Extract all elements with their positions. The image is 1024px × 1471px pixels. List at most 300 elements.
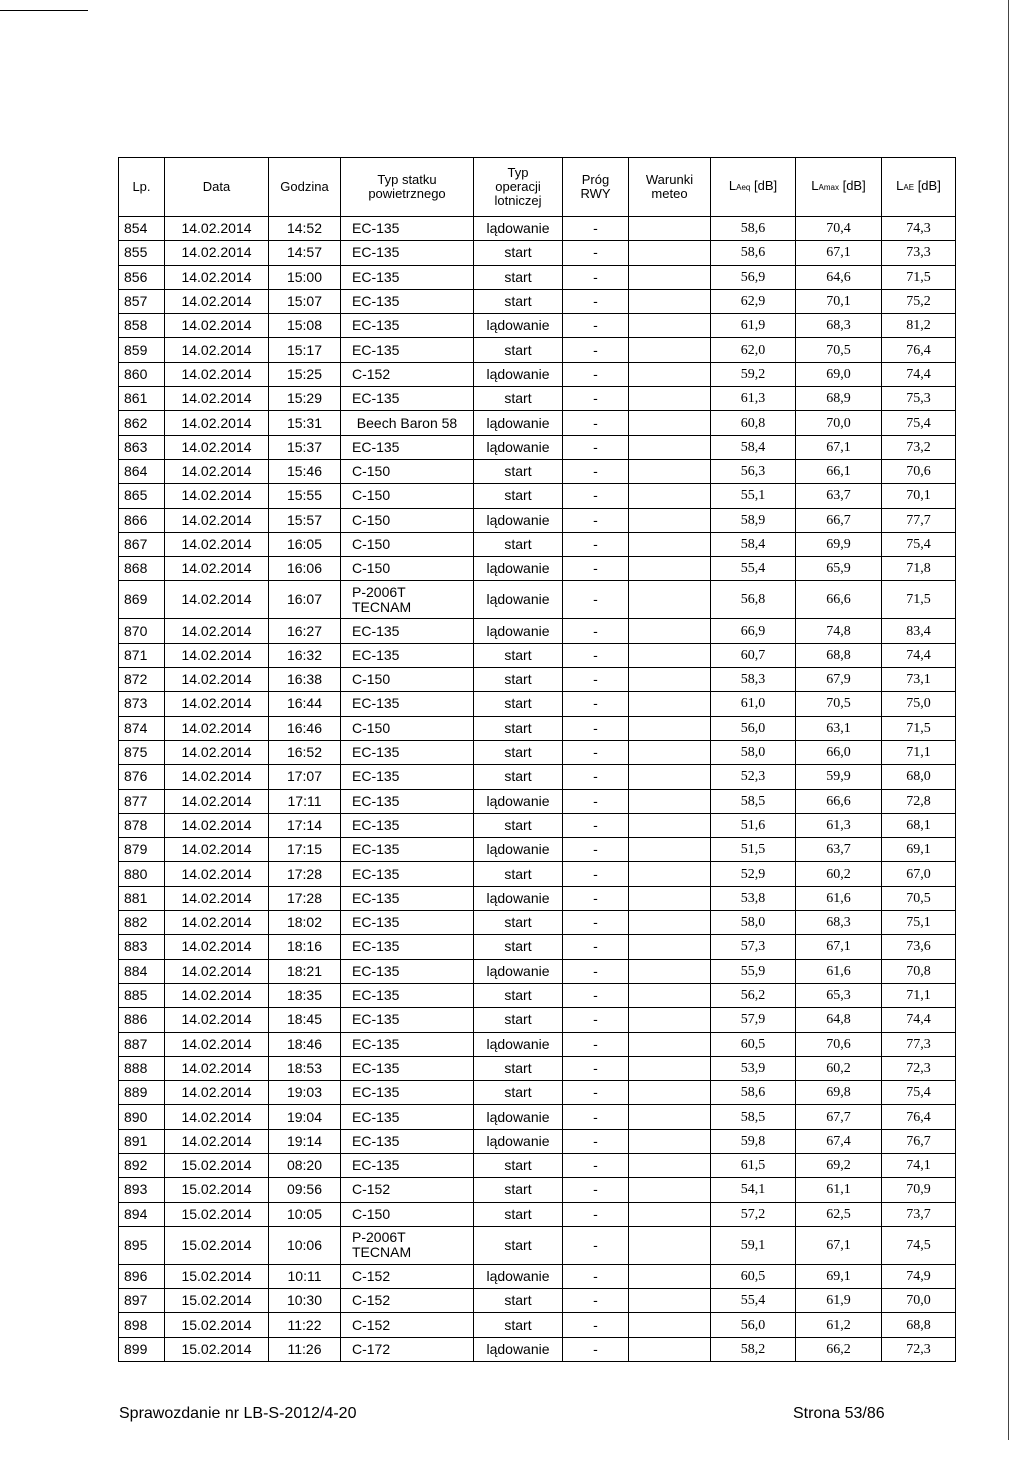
cell-lp: 880 [119,862,165,886]
cell-aircraft-type: C-150 [341,532,474,556]
table-row [119,1008,956,1032]
cell-aircraft-type: EC-135 [341,838,474,862]
cell-threshold: - [563,983,629,1007]
cell-operation-type: lądowanie [474,411,563,435]
cell-date: 14.02.2014 [165,217,269,241]
cell-laeq: 61,5 [711,1153,796,1177]
cell-lamax: 67,1 [796,435,882,459]
cell-aircraft-type: EC-135 [341,1032,474,1056]
cell-time: 10:30 [269,1289,341,1313]
cell-weather [629,1289,711,1313]
cell-operation-type: start [474,532,563,556]
cell-lp: 870 [119,619,165,643]
cell-threshold: - [563,1008,629,1032]
cell-threshold: - [563,1264,629,1288]
cell-lamax: 74,8 [796,619,882,643]
cell-operation-type: lądowanie [474,435,563,459]
cell-laeq: 54,1 [711,1178,796,1202]
cell-time: 19:04 [269,1105,341,1129]
cell-lae: 70,5 [882,886,956,910]
cell-lamax: 61,1 [796,1178,882,1202]
cell-lp: 857 [119,289,165,313]
cell-aircraft-type: EC-135 [341,983,474,1007]
cell-threshold: - [563,1153,629,1177]
cell-operation-type: start [474,813,563,837]
aircraft-type-line1: P-2006T [352,583,406,600]
cell-aircraft-type: EC-135 [341,813,474,837]
col-header-warunki: Warunki meteo [629,158,711,217]
cell-threshold: - [563,959,629,983]
cell-aircraft-type: EC-135 [341,862,474,886]
cell-lae: 77,7 [882,508,956,532]
cell-threshold: - [563,643,629,667]
cell-time: 15:55 [269,484,341,508]
cell-lp: 889 [119,1081,165,1105]
table-row [119,508,956,532]
cell-threshold: - [563,532,629,556]
cell-lae: 70,8 [882,959,956,983]
cell-lp: 887 [119,1032,165,1056]
cell-date: 14.02.2014 [165,1129,269,1153]
cell-lp: 894 [119,1202,165,1226]
cell-lp: 879 [119,838,165,862]
header-row [119,158,956,217]
table-row [119,289,956,313]
cell-weather [629,411,711,435]
aircraft-type-line1: P-2006T [352,1229,406,1246]
cell-weather [629,289,711,313]
cell-lamax: 69,2 [796,1153,882,1177]
footer-report-number: Sprawozdanie nr LB-S-2012/4-20 [119,1405,357,1422]
cell-weather [629,1178,711,1202]
cell-operation-type: start [474,289,563,313]
cell-lp: 872 [119,668,165,692]
cell-aircraft-type: C-152 [341,362,474,386]
cell-date: 14.02.2014 [165,459,269,483]
cell-threshold: - [563,484,629,508]
cell-aircraft-type: C-172 [341,1337,474,1361]
cell-weather [629,1032,711,1056]
cell-date: 15.02.2014 [165,1202,269,1226]
cell-date: 14.02.2014 [165,387,269,411]
cell-laeq: 61,3 [711,387,796,411]
table-row [119,1226,956,1264]
cell-lae: 71,1 [882,740,956,764]
cell-lae: 76,4 [882,1105,956,1129]
cell-aircraft-type: EC-135 [341,911,474,935]
table-row [119,643,956,667]
cell-date: 14.02.2014 [165,314,269,338]
right-margin-rule [1008,0,1009,1440]
cell-weather [629,1202,711,1226]
cell-lae: 73,1 [882,668,956,692]
cell-operation-type: lądowanie [474,217,563,241]
table-row [119,459,956,483]
cell-aircraft-type: C-152 [341,1264,474,1288]
table-row [119,1178,956,1202]
cell-date: 14.02.2014 [165,265,269,289]
cell-time: 19:03 [269,1081,341,1105]
cell-aircraft-type: EC-135 [341,643,474,667]
cell-lamax: 60,2 [796,1056,882,1080]
cell-date: 14.02.2014 [165,435,269,459]
cell-laeq: 58,5 [711,789,796,813]
cell-time: 15:00 [269,265,341,289]
cell-lae: 77,3 [882,1032,956,1056]
col-header-godzina: Godzina [269,158,341,217]
cell-lp: 875 [119,740,165,764]
cell-operation-type: start [474,911,563,935]
cell-lp: 866 [119,508,165,532]
cell-time: 15:46 [269,459,341,483]
cell-weather [629,435,711,459]
cell-weather [629,1129,711,1153]
col-header-prog: Próg RWY [563,158,629,217]
cell-date: 14.02.2014 [165,643,269,667]
cell-aircraft-type: EC-135 [341,935,474,959]
cell-laeq: 58,0 [711,740,796,764]
col-header-data: Data [165,158,269,217]
cell-threshold: - [563,1202,629,1226]
cell-date: 14.02.2014 [165,911,269,935]
cell-weather [629,1008,711,1032]
cell-lae: 75,4 [882,411,956,435]
cell-lae: 71,8 [882,557,956,581]
cell-threshold: - [563,1129,629,1153]
cell-aircraft-type: C-150 [341,668,474,692]
cell-laeq: 58,6 [711,217,796,241]
table-row [119,217,956,241]
cell-lae: 83,4 [882,619,956,643]
cell-laeq: 59,1 [711,1226,796,1264]
cell-lamax: 70,5 [796,692,882,716]
cell-laeq: 56,2 [711,983,796,1007]
cell-operation-type: lądowanie [474,838,563,862]
cell-weather [629,1105,711,1129]
cell-lae: 76,7 [882,1129,956,1153]
cell-lae: 75,1 [882,911,956,935]
cell-lae: 74,9 [882,1264,956,1288]
cell-lae: 75,0 [882,692,956,716]
cell-date: 14.02.2014 [165,1105,269,1129]
table-row [119,338,956,362]
cell-date: 15.02.2014 [165,1313,269,1337]
cell-time: 09:56 [269,1178,341,1202]
cell-threshold: - [563,508,629,532]
cell-weather [629,557,711,581]
cell-lamax: 61,2 [796,1313,882,1337]
cell-operation-type: start [474,387,563,411]
cell-time: 15:08 [269,314,341,338]
cell-lp: 868 [119,557,165,581]
table-row [119,581,956,619]
cell-time: 18:53 [269,1056,341,1080]
cell-lamax: 68,3 [796,911,882,935]
cell-operation-type: start [474,1313,563,1337]
cell-laeq: 56,8 [711,581,796,619]
cell-threshold: - [563,241,629,265]
cell-threshold: - [563,789,629,813]
cell-time: 16:52 [269,740,341,764]
cell-laeq: 51,5 [711,838,796,862]
cell-weather [629,1081,711,1105]
col-header-typ-statku: Typ statku powietrznego [341,158,474,217]
cell-time: 11:26 [269,1337,341,1361]
cell-lp: 892 [119,1153,165,1177]
cell-aircraft-type: EC-135 [341,435,474,459]
cell-threshold: - [563,740,629,764]
cell-lp: 886 [119,1008,165,1032]
cell-operation-type: lądowanie [474,959,563,983]
cell-lamax: 65,3 [796,983,882,1007]
cell-aircraft-type: EC-135 [341,1008,474,1032]
cell-lae: 72,3 [882,1337,956,1361]
cell-threshold: - [563,1313,629,1337]
table-row [119,265,956,289]
cell-date: 15.02.2014 [165,1289,269,1313]
cell-lamax: 61,9 [796,1289,882,1313]
cell-aircraft-type: EC-135 [341,1081,474,1105]
table-row [119,1105,956,1129]
cell-lp: 885 [119,983,165,1007]
cell-threshold: - [563,619,629,643]
cell-operation-type: lądowanie [474,1129,563,1153]
cell-operation-type: start [474,338,563,362]
cell-aircraft-type: EC-135 [341,740,474,764]
table-row [119,1032,956,1056]
cell-operation-type: start [474,716,563,740]
cell-weather [629,508,711,532]
cell-date: 15.02.2014 [165,1337,269,1361]
cell-laeq: 56,3 [711,459,796,483]
cell-lamax: 64,8 [796,1008,882,1032]
cell-laeq: 57,9 [711,1008,796,1032]
cell-aircraft-type: EC-135 [341,692,474,716]
table-row [119,411,956,435]
cell-time: 15:31 [269,411,341,435]
table-row [119,959,956,983]
cell-lae: 81,2 [882,314,956,338]
cell-weather [629,911,711,935]
cell-date: 14.02.2014 [165,813,269,837]
cell-weather [629,265,711,289]
cell-weather [629,983,711,1007]
cell-weather [629,1226,711,1264]
cell-operation-type: start [474,1226,563,1264]
cell-weather [629,1056,711,1080]
cell-time: 11:22 [269,1313,341,1337]
cell-laeq: 52,3 [711,765,796,789]
cell-lp: 864 [119,459,165,483]
cell-laeq: 56,0 [711,716,796,740]
cell-laeq: 57,2 [711,1202,796,1226]
cell-laeq: 58,6 [711,241,796,265]
table-row [119,789,956,813]
cell-threshold: - [563,911,629,935]
cell-lamax: 70,5 [796,338,882,362]
cell-threshold: - [563,362,629,386]
cell-time: 18:46 [269,1032,341,1056]
cell-laeq: 58,5 [711,1105,796,1129]
cell-operation-type: start [474,692,563,716]
cell-operation-type: lądowanie [474,581,563,619]
table-row [119,314,956,338]
cell-aircraft-type: C-150 [341,716,474,740]
cell-lamax: 67,1 [796,1226,882,1264]
cell-aircraft-type: C-152 [341,1313,474,1337]
table-row [119,838,956,862]
cell-lp: 891 [119,1129,165,1153]
cell-lamax: 69,9 [796,532,882,556]
cell-lp: 869 [119,581,165,619]
table-row [119,1153,956,1177]
cell-lamax: 59,9 [796,765,882,789]
cell-operation-type: start [474,1178,563,1202]
cell-date: 14.02.2014 [165,765,269,789]
table-row [119,1056,956,1080]
cell-date: 14.02.2014 [165,1032,269,1056]
cell-lae: 75,3 [882,387,956,411]
cell-operation-type: lądowanie [474,619,563,643]
cell-threshold: - [563,1081,629,1105]
cell-lamax: 70,1 [796,289,882,313]
cell-operation-type: start [474,983,563,1007]
cell-laeq: 52,9 [711,862,796,886]
cell-time: 08:20 [269,1153,341,1177]
table-row [119,716,956,740]
cell-lae: 74,4 [882,643,956,667]
cell-aircraft-type: EC-135 [341,265,474,289]
cell-laeq: 55,1 [711,484,796,508]
cell-lae: 72,3 [882,1056,956,1080]
cell-date: 15.02.2014 [165,1264,269,1288]
cell-aircraft-type: C-150 [341,484,474,508]
cell-operation-type: start [474,935,563,959]
cell-laeq: 62,0 [711,338,796,362]
cell-date: 14.02.2014 [165,484,269,508]
cell-lae: 73,3 [882,241,956,265]
cell-weather [629,668,711,692]
cell-lp: 890 [119,1105,165,1129]
table-row [119,1313,956,1337]
cell-time: 15:37 [269,435,341,459]
cell-aircraft-type: EC-135 [341,886,474,910]
cell-operation-type: start [474,1008,563,1032]
table-row [119,1289,956,1313]
cell-time: 16:32 [269,643,341,667]
cell-threshold: - [563,765,629,789]
cell-aircraft-type: EC-135 [341,338,474,362]
cell-lamax: 69,0 [796,362,882,386]
cell-aircraft-type: C-150 [341,557,474,581]
cell-lamax: 66,6 [796,581,882,619]
cell-lamax: 67,4 [796,1129,882,1153]
cell-lae: 71,5 [882,716,956,740]
cell-time: 14:52 [269,217,341,241]
cell-laeq: 60,8 [711,411,796,435]
cell-aircraft-type: C-152 [341,1289,474,1313]
cell-lamax: 70,6 [796,1032,882,1056]
cell-threshold: - [563,886,629,910]
cell-weather [629,217,711,241]
cell-weather [629,338,711,362]
cell-aircraft-type: EC-135 [341,387,474,411]
cell-time: 14:57 [269,241,341,265]
cell-threshold: - [563,1105,629,1129]
cell-lp: 896 [119,1264,165,1288]
cell-operation-type: lądowanie [474,508,563,532]
cell-lp: 858 [119,314,165,338]
table-row [119,435,956,459]
cell-date: 14.02.2014 [165,338,269,362]
cell-lp: 884 [119,959,165,983]
table-row [119,911,956,935]
cell-lae: 75,4 [882,532,956,556]
cell-aircraft-type: EC-135 [341,1105,474,1129]
cell-date: 14.02.2014 [165,1008,269,1032]
cell-operation-type: start [474,1202,563,1226]
cell-threshold: - [563,411,629,435]
cell-lamax: 63,1 [796,716,882,740]
cell-laeq: 53,8 [711,886,796,910]
cell-date: 14.02.2014 [165,532,269,556]
cell-time: 17:28 [269,886,341,910]
cell-aircraft-type: EC-135 [341,314,474,338]
cell-weather [629,765,711,789]
cell-weather [629,387,711,411]
cell-aircraft-type: EC-135 [341,1129,474,1153]
cell-date: 14.02.2014 [165,619,269,643]
cell-lp: 861 [119,387,165,411]
cell-lae: 71,1 [882,983,956,1007]
cell-operation-type: lądowanie [474,789,563,813]
cell-aircraft-type: EC-135 [341,217,474,241]
cell-threshold: - [563,289,629,313]
cell-operation-type: start [474,265,563,289]
cell-operation-type: start [474,1081,563,1105]
cell-time: 16:27 [269,619,341,643]
cell-lp: 898 [119,1313,165,1337]
cell-date: 14.02.2014 [165,935,269,959]
cell-laeq: 53,9 [711,1056,796,1080]
cell-time: 10:05 [269,1202,341,1226]
cell-weather [629,789,711,813]
cell-lae: 68,8 [882,1313,956,1337]
cell-laeq: 59,2 [711,362,796,386]
cell-weather [629,862,711,886]
cell-threshold: - [563,387,629,411]
cell-lae: 74,1 [882,1153,956,1177]
cell-date: 14.02.2014 [165,557,269,581]
cell-time: 18:02 [269,911,341,935]
cell-date: 14.02.2014 [165,862,269,886]
cell-lamax: 70,4 [796,217,882,241]
cell-weather [629,1313,711,1337]
cell-time: 17:28 [269,862,341,886]
cell-lae: 73,2 [882,435,956,459]
cell-weather [629,1264,711,1288]
cell-lp: 873 [119,692,165,716]
table-row [119,1081,956,1105]
cell-date: 14.02.2014 [165,411,269,435]
cell-time: 16:46 [269,716,341,740]
table-row [119,532,956,556]
cell-date: 15.02.2014 [165,1178,269,1202]
cell-lamax: 68,9 [796,387,882,411]
cell-lae: 70,9 [882,1178,956,1202]
col-header-typ-operacji: Typ operacji lotniczej [474,158,563,217]
cell-lae: 74,4 [882,362,956,386]
